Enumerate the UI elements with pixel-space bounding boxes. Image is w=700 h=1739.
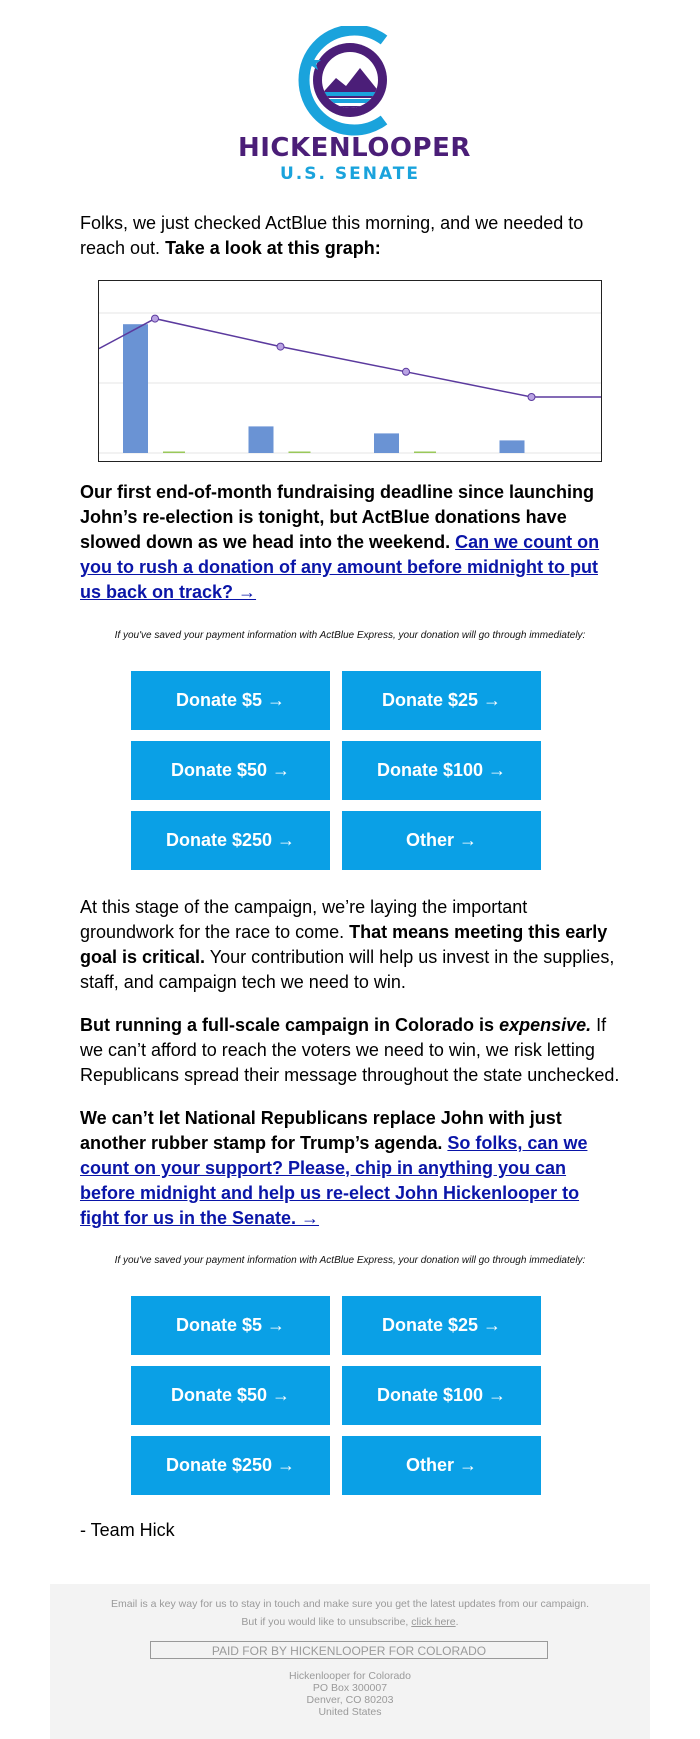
address-line: PO Box 300007 (312, 1682, 388, 1694)
donate-250-button[interactable]: Donate $250 → (131, 811, 330, 870)
donate-100-button[interactable]: Donate $100 → (342, 1366, 541, 1425)
intro-paragraph (80, 211, 620, 261)
paid-for-disclaimer: PAID FOR BY HICKENLOOPER FOR COLORADO (150, 1641, 548, 1659)
donate-25-button[interactable]: Donate $25 → (342, 1296, 541, 1355)
stage-paragraph (80, 895, 620, 995)
footer-line-1: Email is a key way for us to stay in touch and make sure you get the latest updates from our campaign. (111, 1598, 589, 1610)
bar-blue-1 (123, 324, 148, 453)
bar-blue-3 (374, 433, 399, 453)
bar-blue-4 (500, 440, 525, 453)
donate-25-button[interactable]: Donate $25 → (342, 671, 541, 730)
address-line: Hickenlooper for Colorado (289, 1670, 411, 1682)
expensive-text: If we can’t afford to reach the voters we need to win, we risk letting Republicans spread their message throughout the state unchecked. (80, 1015, 620, 1085)
trend-line (99, 319, 601, 397)
logo-name: HICKENLOOPER (238, 133, 471, 163)
bar-green-2 (289, 452, 311, 454)
intro-text: Folks, we just checked ActBlue this morning, and we needed to reach out. (80, 213, 584, 258)
footer-line-2 (50, 1616, 650, 1628)
campaign-logo (238, 26, 471, 186)
donate-50-button[interactable]: Donate $50 → (131, 1366, 330, 1425)
signoff: - Team Hick (80, 1520, 175, 1540)
fundraising-chart (98, 280, 602, 462)
stamp-paragraph (80, 1106, 620, 1231)
deadline-paragraph (80, 480, 620, 605)
address-line: Denver, CO 80203 (306, 1694, 394, 1706)
logo-mark-icon (238, 26, 462, 136)
trend-point-1 (152, 315, 159, 322)
expensive-italic: expensive. (499, 1015, 592, 1035)
mailing-address (50, 1670, 650, 1718)
bar-green-3 (414, 452, 436, 454)
trend-point-3 (403, 368, 410, 375)
donate-50-button[interactable]: Donate $50 → (131, 741, 330, 800)
stage-bold: That means meeting this early goal is critical. (80, 922, 608, 967)
stamp-donate-link[interactable]: So folks, can we count on your support? Please, chip in anything you can before midnight and help us re-elect John Hickenlooper to fight for us in the Senate. → (80, 1133, 588, 1228)
footer (50, 1584, 650, 1739)
donate-250-button[interactable]: Donate $250 → (131, 1436, 330, 1495)
footer-unsub-prefix: But if you would like to unsubscribe, (241, 1616, 409, 1628)
intro-bold: Take a look at this graph: (165, 238, 381, 258)
trend-point-4 (528, 394, 535, 401)
deadline-donate-link[interactable]: Can we count on you to rush a donation of any amount before midnight to put us back on track? → (80, 532, 600, 602)
deadline-bold: Our first end-of-month fundraising deadline since launching John’s re-election is tonight, but ActBlue donations have slowed down as we head into the weekend. (80, 482, 595, 552)
trend-point-2 (277, 343, 284, 350)
unsubscribe-link[interactable]: click here (411, 1616, 456, 1628)
chart-svg (99, 281, 601, 461)
bar-green-1 (163, 452, 185, 454)
expensive-paragraph (80, 1013, 620, 1088)
donate-100-button[interactable]: Donate $100 → (342, 741, 541, 800)
address-line: United States (318, 1706, 382, 1718)
stage-text-1: At this stage of the campaign, we’re laying the important groundwork for the race to come. (80, 897, 528, 942)
logo-subtitle: U.S. SENATE (279, 164, 420, 184)
stage-text-2: Your contribution will help us invest in the supplies, staff, and campaign tech we need to win. (80, 947, 615, 992)
stamp-bold: We can’t let National Republicans replace John with just another rubber stamp for Trump’s agenda. (80, 1108, 562, 1153)
donate-other-button[interactable]: Other → (342, 811, 541, 870)
expensive-bold: But running a full-scale campaign in Colorado is (80, 1015, 495, 1035)
donate-5-button[interactable]: Donate $5 → (131, 1296, 330, 1355)
bar-blue-2 (249, 426, 274, 453)
express-note: If you've saved your payment information with ActBlue Express, your donation will go through immediately: (114, 630, 586, 641)
footer-unsub-suffix: . (455, 1616, 459, 1628)
donate-5-button[interactable]: Donate $5 → (131, 671, 330, 730)
donate-other-button[interactable]: Other → (342, 1436, 541, 1495)
express-note-2: If you've saved your payment information with ActBlue Express, your donation will go through immediately: (114, 1255, 586, 1266)
